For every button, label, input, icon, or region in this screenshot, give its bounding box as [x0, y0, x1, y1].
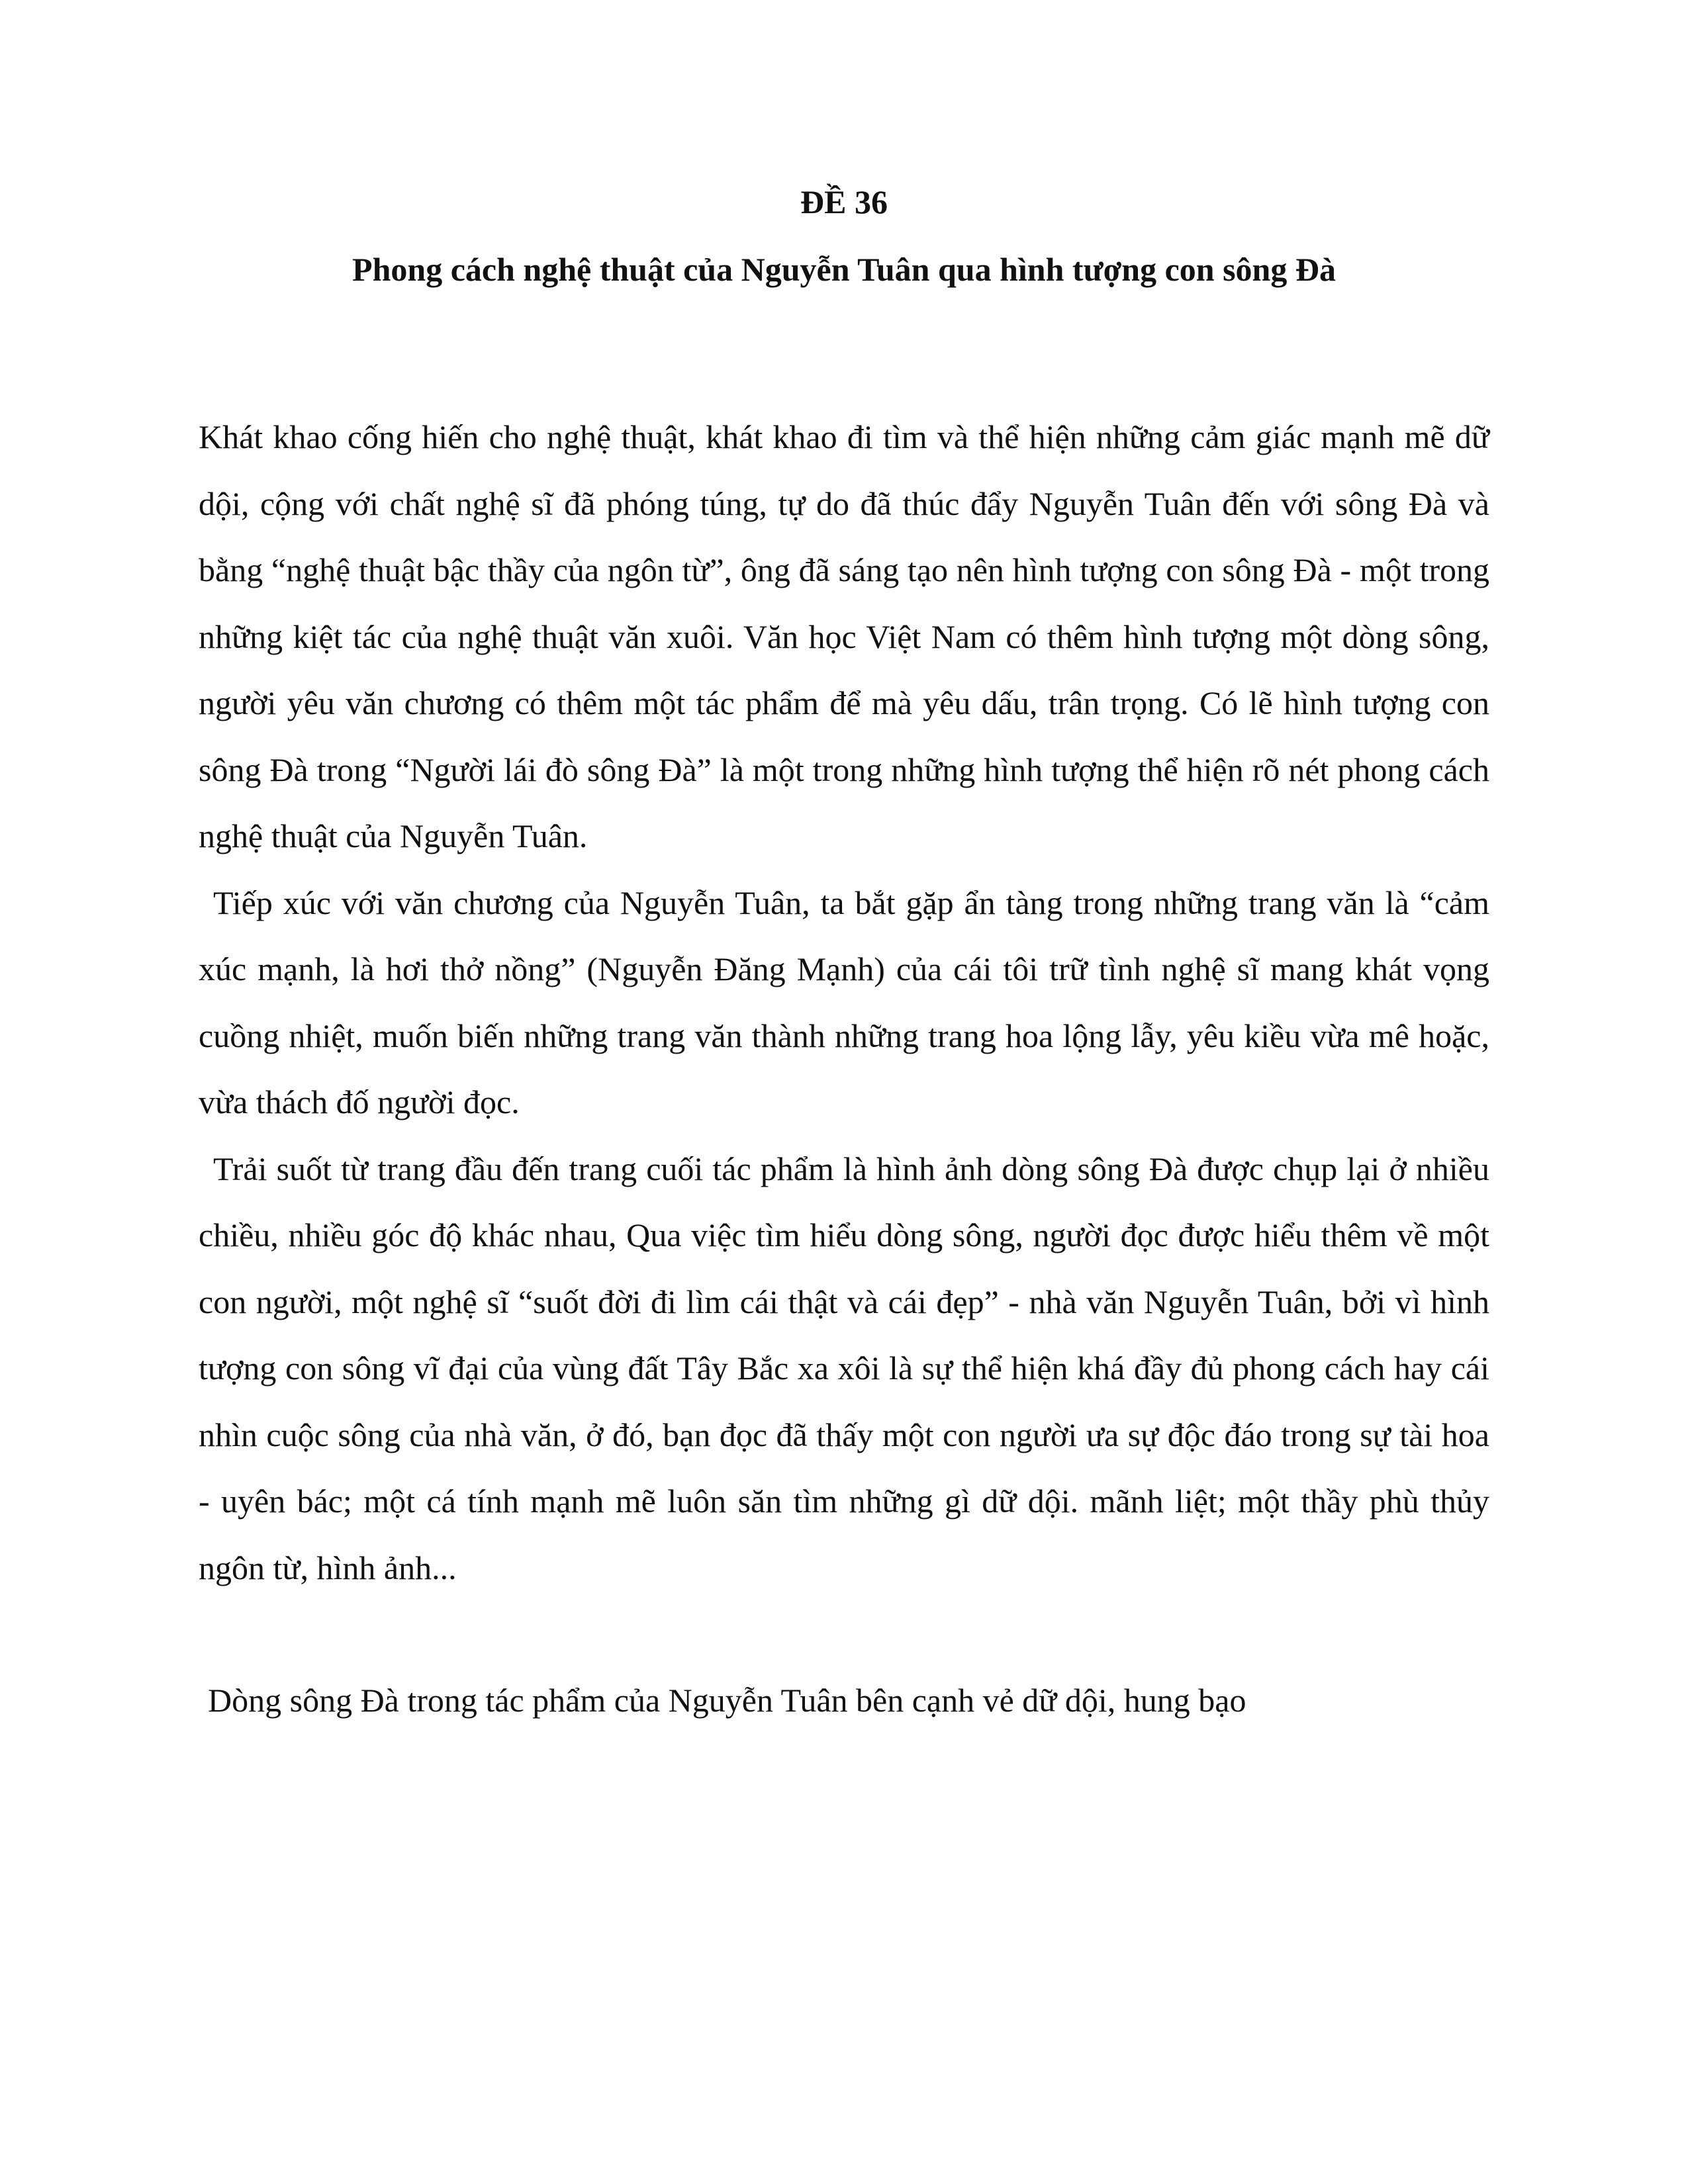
paragraph-river-image: Trải suốt từ trang đầu đến trang cuối tác phẩm là hình ảnh dòng sông Đà được chụp lại ở nhiều chiều, nhiều góc độ khác nhau, Qua việc tìm hiểu dòng sông, người đọc được hiểu thêm về một con người, một nghệ sĩ “suốt đời đi lìm cái thật và cái đẹp” - nhà văn Nguyễn Tuân, bởi vì hình tượng con sông vĩ đại của vùng đất Tây Bắc xa xôi là sự thể hiện khá đầy đủ phong cách hay cái nhìn cuộc sông của nhà văn, ở đó, bạn đọc đã thấy một con người ưa sự độc đáo trong sự tài hoa - uyên bác; một cá tính mạnh mẽ luôn săn tìm những gì dữ dội. mãnh liệt; một thầy phù thủy ngôn từ, hình ảnh...	[199, 1150, 1489, 1586]
paragraph-style: Tiếp xúc với văn chương của Nguyễn Tuân, ta bắt gặp ẩn tàng trong những trang văn là “cảm xúc mạnh, là hơi thở nồng” (Nguyễn Đăng Mạnh) của cái tôi trữ tình nghệ sĩ mang khát vọng cuồng nhiệt, muốn biến những trang văn thành những trang hoa lộng lẫy, yêu kiều vừa mê hoặc, vừa thách đố người đọc.	[199, 884, 1489, 1120]
exam-number: ĐỀ 36	[800, 183, 888, 220]
document-body	[199, 404, 1489, 1734]
document-title: Phong cách nghệ thuật của Nguyễn Tuân qua hình tượng con sông Đà	[352, 251, 1336, 288]
paragraph-intro: Khát khao cống hiến cho nghệ thuật, khát khao đi tìm và thể hiện những cảm giác mạnh mẽ dữ dội, cộng với chất nghệ sĩ đã phóng túng, tự do đã thúc đẩy Nguyễn Tuân đến với sông Đà và bằng “nghệ thuật bậc thầy của ngôn từ”, ông đã sáng tạo nên hình tượng con sông Đà - một trong những kiệt tác của nghệ thuật văn xuôi. Văn học Việt Nam có thêm hình tượng một dòng sông, người yêu văn chương có thêm một tác phẩm để mà yêu dấu, trân trọng. Có lẽ hình tượng con sông Đà trong “Người lái đò sông Đà” là một trong những hình tượng thể hiện rõ nét phong cách nghệ thuật của Nguyễn Tuân.	[199, 418, 1489, 854]
paragraph-river-continued: Dòng sông Đà trong tác phẩm của Nguyễn Tuân bên cạnh vẻ dữ dội, hung bạo	[208, 1682, 1246, 1719]
document-header	[199, 179, 1489, 293]
